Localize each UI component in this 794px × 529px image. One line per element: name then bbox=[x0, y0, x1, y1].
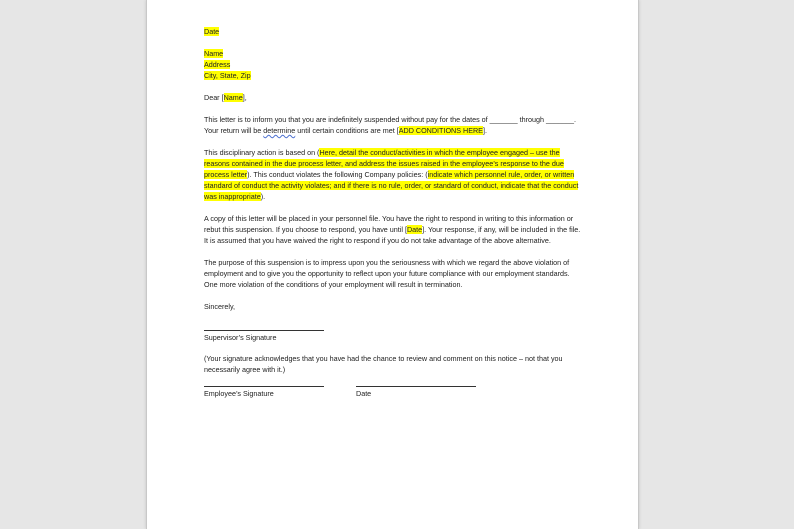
response-date-placeholder[interactable]: Date bbox=[406, 225, 423, 234]
address-placeholder[interactable]: Address bbox=[204, 60, 231, 69]
date-placeholder[interactable]: Date bbox=[204, 27, 220, 36]
salutation: Dear [Name], bbox=[204, 93, 247, 102]
spelling-flag-determine[interactable]: determine bbox=[263, 126, 296, 135]
paragraph-disciplinary: This disciplinary action is based on (Here, detail the conduct/activities in which the employee engaged – use the reasons contained in the due process letter, and address the issues raised in the employee’s response to the due process letter). This conduct violates the following Company policies: (indicate which personnel rule, order, or written standard of conduct the activity violates; and if there is no rule, order, or standard of conduct, indicate that the conduct was inappropriate). bbox=[204, 148, 579, 201]
city-state-zip-placeholder[interactable]: City, State, Zip bbox=[204, 71, 251, 80]
employee-signature-label: Employee’s Signature bbox=[204, 389, 274, 398]
conduct-detail-placeholder[interactable]: Here, detail the conduct/activities in which the employee engaged – use the reasons contained in the due process letter, and address the issues raised in the employee’s response to the due process letter bbox=[204, 148, 564, 179]
address-block bbox=[204, 48, 584, 81]
date-signature-label: Date bbox=[356, 389, 372, 398]
paragraph-suspension: This letter is to inform you that you are indefinitely suspended without pay for the dates of _______ through _______. Your return will be determine until certain conditions are met [ADD CONDITIONS HERE]. bbox=[204, 115, 576, 135]
letter-body bbox=[204, 26, 584, 399]
employee-signature-line[interactable] bbox=[204, 386, 324, 399]
acknowledgement: (Your signature acknowledges that you have had the chance to review and comment on this notice – not that you necessarily agree with it.) bbox=[204, 354, 563, 374]
date-signature-line[interactable] bbox=[356, 386, 476, 399]
policy-detail-placeholder[interactable]: indicate which personnel rule, order, or written standard of conduct the activity violates; and if there is no rule, order, or standard of conduct, indicate that the conduct was inappropriate bbox=[204, 170, 579, 201]
paragraph-personnel-file: A copy of this letter will be placed in your personnel file. You have the right to respond in writing to this information or rebut this suspension. If you choose to respond, you have until [Date]. Your response, if any, will be included in the file. It is assumed that you have waived the right to respond if you do not take advantage of the above alternative. bbox=[204, 214, 581, 245]
conditions-placeholder[interactable]: ADD CONDITIONS HERE bbox=[398, 126, 483, 135]
employee-signature-row bbox=[204, 386, 584, 399]
name-placeholder[interactable]: Name bbox=[204, 49, 224, 58]
document-page bbox=[146, 0, 639, 529]
paragraph-purpose: The purpose of this suspension is to impress upon you the seriousness with which we regard the above violation of employment and to give you the opportunity to reflect upon your future compliance with our employment standards. One more violation of the conditions of your employment will result in termination. bbox=[204, 258, 570, 289]
closing: Sincerely, bbox=[204, 302, 236, 311]
supervisor-signature-label: Supervisor’s Signature bbox=[204, 333, 277, 342]
salutation-name-placeholder[interactable]: Name bbox=[223, 93, 243, 102]
date-line bbox=[204, 26, 584, 37]
supervisor-signature-line[interactable] bbox=[204, 330, 324, 343]
